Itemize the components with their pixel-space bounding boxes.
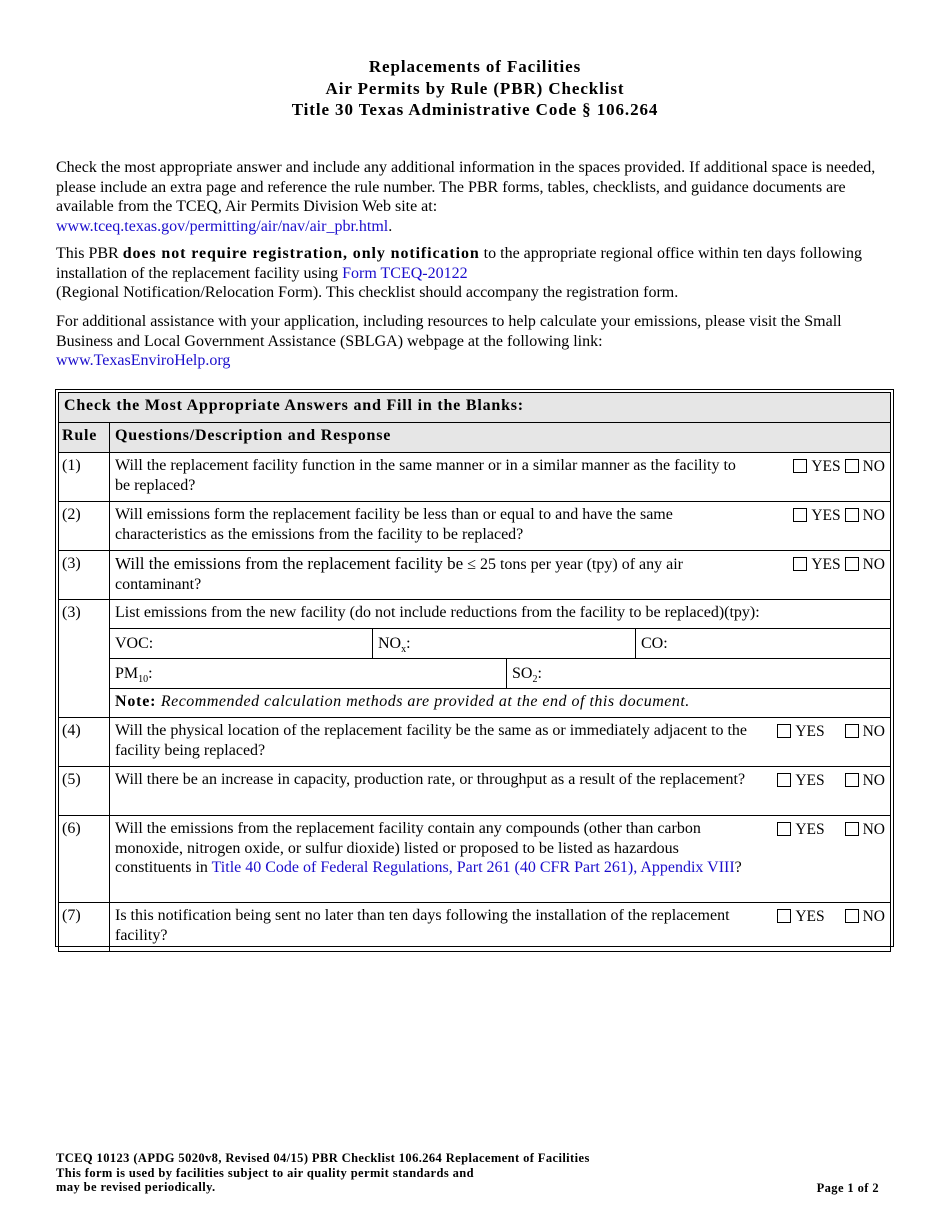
rule-number: (3) — [59, 600, 110, 718]
rule-number: (5) — [59, 767, 110, 816]
voc-field[interactable] — [110, 629, 373, 658]
table-row — [59, 718, 891, 767]
rule-number: (1) — [59, 453, 110, 502]
emissions-note — [110, 689, 891, 718]
yes-checkbox[interactable] — [777, 773, 791, 787]
no-label: NO — [862, 507, 885, 524]
rule-number: (6) — [59, 816, 110, 903]
co-label: CO: — [641, 635, 668, 652]
note-label: Note: — [115, 693, 157, 710]
rule-number: (7) — [59, 903, 110, 952]
pm10-label: PM — [115, 665, 139, 682]
question-cell — [110, 903, 891, 952]
no-label: NO — [862, 821, 885, 838]
so2-label: SO — [512, 665, 533, 682]
question-text-b: ≤ 25 tons per year (tpy) of any air contaminant? — [115, 556, 684, 593]
yes-no-group — [777, 819, 885, 878]
emissions-fields-2 — [110, 659, 891, 689]
yes-label: YES — [811, 556, 841, 573]
voc-label: VOC: — [115, 635, 154, 652]
yes-no-group — [793, 505, 885, 544]
nox-subscript: x — [401, 644, 407, 656]
table-row — [59, 816, 891, 903]
question-text: Is this notification being sent no later than ten days following the installation of the replacement facility? — [115, 907, 730, 944]
table-row — [59, 767, 891, 816]
pm10-field[interactable] — [110, 659, 507, 688]
pbr-web-link[interactable]: www.tceq.texas.gov/permitting/air/nav/air_pbr.html — [56, 217, 389, 235]
yes-no-group — [777, 770, 885, 790]
intro-link-suffix: . — [388, 217, 393, 235]
notification-paragraph — [56, 244, 902, 303]
no-label: NO — [862, 772, 885, 789]
title-line-3: Title 30 Texas Administrative Code § 106.264 — [291, 100, 659, 119]
notification-suffix: (Regional Notification/Relocation Form). This checklist should accompany the registration form. — [56, 284, 679, 301]
yes-checkbox[interactable] — [793, 459, 807, 473]
assistance-text: For additional assistance with your application, including resources to help calculate your emissions, please visit the Small Business and Local Government Assistance (SBLGA) webpage at the following link: — [56, 313, 842, 350]
yes-no-group — [777, 906, 885, 945]
question-text: Will emissions form the replacement facility be less than or equal to and have the same characteristics as the emissions from the facility to be replaced? — [115, 506, 673, 543]
footer-line-3: may be revised periodically. — [56, 1180, 216, 1194]
question-text: Will the replacement facility function in the same manner or in a similar manner as the facility to be replaced? — [115, 457, 736, 494]
footer-line-2: This form is used by facilities subject to air quality permit standards and — [56, 1165, 474, 1180]
question-text: Will the physical location of the replacement facility be the same as or immediately adjacent to the facility being replaced? — [115, 722, 748, 759]
question-text-suffix: ? — [734, 859, 742, 876]
no-checkbox[interactable] — [845, 822, 859, 836]
yes-no-group — [777, 721, 885, 760]
no-checkbox[interactable] — [845, 459, 859, 473]
intro-text: Check the most appropriate answer and include any additional information in the spaces provided. If additional space is needed, please include an extra page and reference the rule number. The PBR forms, tables, checklists, and guidance documents are available from the TCEQ, Air Permits Division Web site at: — [56, 159, 876, 215]
nox-colon: : — [406, 635, 411, 652]
emissions-prompt: List emissions from the new facility (do not include reductions from the facility to be replaced)(tpy): — [110, 600, 891, 629]
yes-label: YES — [811, 458, 841, 475]
footer-line-1: TCEQ 10123 (APDG 5020v8, Revised 04/15) PBR Checklist 106.264 Replacement of Facilities — [56, 1151, 590, 1165]
question-text-a: Will the emissions from the replacement facility be — [115, 554, 464, 573]
nox-label: NO — [378, 635, 402, 652]
form-20122-link[interactable]: Form TCEQ-20122 — [342, 264, 468, 282]
yes-no-group — [793, 554, 885, 594]
table-row — [59, 903, 891, 952]
page-number: Page 1 of 2 — [816, 1181, 879, 1195]
question-cell — [110, 718, 891, 767]
checklist-table — [58, 392, 891, 952]
question-text — [115, 554, 747, 594]
yes-label: YES — [811, 507, 841, 524]
question-text-main: Will the emissions from the replacement facility contain any compounds (other than carbon monoxide, nitrogen oxide, or sulfur dioxide) listed or proposed to be listed as hazardous constituents in — [115, 820, 701, 876]
form-footer — [56, 1151, 590, 1195]
no-checkbox[interactable] — [845, 773, 859, 787]
yes-checkbox[interactable] — [777, 909, 791, 923]
question-cell — [110, 816, 891, 903]
no-checkbox[interactable] — [845, 724, 859, 738]
emissions-row-1 — [59, 629, 891, 659]
note-text: Recommended calculation methods are provided at the end of this document. — [156, 693, 690, 710]
table-banner-row — [59, 393, 891, 423]
rule-column-header: Rule — [59, 423, 110, 453]
no-checkbox[interactable] — [845, 909, 859, 923]
no-label: NO — [862, 458, 885, 475]
notification-middle: to the appropriate regional office within ten days following installation of the replacement facility using — [56, 245, 862, 282]
question-text: Will there be an increase in capacity, production rate, or throughput as a result of the replacement? — [115, 771, 746, 788]
question-text — [115, 819, 747, 878]
emissions-note-row — [59, 689, 891, 718]
no-checkbox[interactable] — [845, 508, 859, 522]
yes-checkbox[interactable] — [777, 822, 791, 836]
form-title — [0, 56, 950, 121]
sblga-link[interactable]: www.TexasEnviroHelp.org — [56, 352, 231, 369]
assistance-paragraph — [56, 312, 902, 371]
so2-colon: : — [537, 665, 542, 682]
no-checkbox[interactable] — [845, 557, 859, 571]
table-row — [59, 551, 891, 600]
so2-subscript: 2 — [532, 674, 538, 686]
yes-label: YES — [795, 723, 825, 740]
yes-label: YES — [795, 821, 825, 838]
yes-checkbox[interactable] — [793, 508, 807, 522]
title-line-2: Air Permits by Rule (PBR) Checklist — [325, 78, 625, 98]
emissions-row-2 — [59, 659, 891, 689]
table-row — [59, 502, 891, 551]
question-cell — [110, 767, 891, 816]
no-label: NO — [862, 556, 885, 573]
cfr-part-261-link[interactable]: Title 40 Code of Federal Regulations, Part 261 (40 CFR Part 261), Appendix VIII — [211, 859, 735, 876]
table-banner: Check the Most Appropriate Answers and Fill in the Blanks: — [59, 393, 891, 423]
question-cell — [110, 502, 891, 551]
no-label: NO — [862, 723, 885, 740]
co-field[interactable] — [636, 629, 890, 658]
table-row — [59, 453, 891, 502]
nox-field[interactable] — [373, 629, 636, 658]
yes-no-group — [793, 456, 885, 495]
notification-bold: does not require registration, only notification — [122, 245, 480, 262]
yes-checkbox[interactable] — [777, 724, 791, 738]
yes-label: YES — [795, 772, 825, 789]
emissions-prompt-row — [59, 600, 891, 629]
question-cell — [110, 453, 891, 502]
question-column-header: Questions/Description and Response — [110, 423, 891, 453]
notification-prefix: This PBR — [56, 245, 123, 262]
pm10-colon: : — [148, 665, 153, 682]
so2-field[interactable] — [507, 659, 890, 688]
no-label: NO — [862, 908, 885, 925]
rule-number: (3) — [59, 551, 110, 600]
yes-label: YES — [795, 908, 825, 925]
pm10-subscript: 10 — [138, 674, 149, 686]
title-line-1: Replacements of Facilities — [368, 57, 582, 76]
rule-number: (4) — [59, 718, 110, 767]
rule-number: (2) — [59, 502, 110, 551]
table-header-row — [59, 423, 891, 453]
intro-paragraph — [56, 158, 902, 236]
emissions-fields-1 — [110, 629, 891, 659]
yes-checkbox[interactable] — [793, 557, 807, 571]
checklist-table-frame — [55, 389, 894, 947]
question-cell — [110, 551, 891, 600]
